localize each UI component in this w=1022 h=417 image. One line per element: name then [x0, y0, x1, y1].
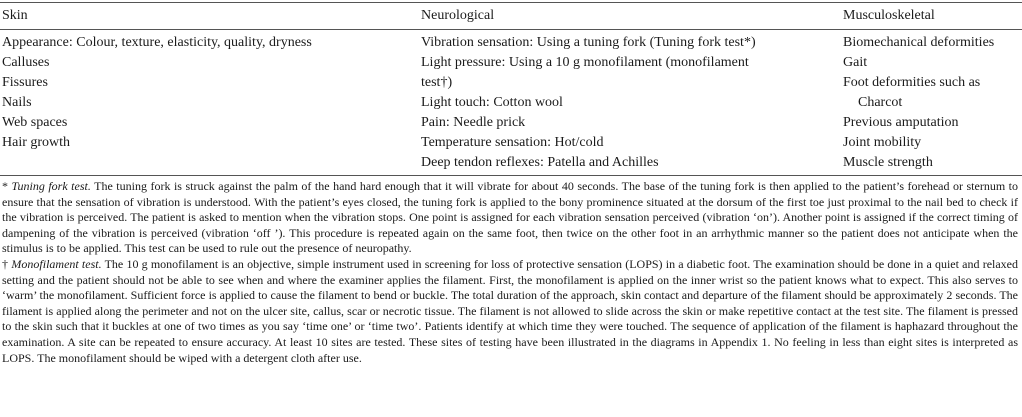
neuro-item-text: Pain: Needle prick	[421, 115, 526, 130]
neurological-list	[421, 33, 756, 173]
musculo-item-text: Muscle strength	[843, 155, 933, 170]
header-neurological: Neurological	[421, 8, 495, 23]
neuro-item	[421, 153, 756, 173]
musculoskeletal-list	[843, 33, 994, 173]
header-rule	[0, 29, 1022, 30]
header-skin: Skin	[2, 8, 28, 23]
musculo-item-text: Joint mobility	[843, 135, 922, 150]
header-musculoskeletal: Musculoskeletal	[843, 8, 935, 23]
neuro-item	[421, 113, 756, 133]
skin-item: Hair growth	[2, 135, 71, 150]
musculo-item	[843, 113, 994, 133]
footnote-marker: *	[2, 179, 12, 193]
neuro-item-text: Temperature sensation: Hot/cold	[421, 135, 604, 150]
skin-item: Appearance: Colour, texture, elasticity, quality, dryness	[2, 35, 312, 50]
footnote-title: Tuning fork test.	[11, 179, 91, 193]
skin-item: Web spaces	[2, 115, 68, 130]
musculo-item-text: Biomechanical deformities	[843, 35, 995, 50]
neuro-item	[421, 133, 756, 153]
footnote-tuning-fork	[2, 179, 1018, 257]
footnote-body: The 10 g monofilament is an objective, simple instrument used in screening for loss of protective sensation (LOPS) in a diabetic foot. The examination should be done in a quiet and relaxed setting and the patient should not be able to see when and where the examiner applies the filament. First, the monofilament is applied on the inner wrist so the patient knows what to expect. This also serves to ‘warm’ the monofilament. Sufficient force is applied to cause the filament to bend or buckle. The total duration of the approach, skin contact and departure of the filament should be approximately 2 seconds. The filament is applied along the perimeter and not on the ulcer site, callus, scar or necrotic tissue. The filament is not allowed to slide across the skin or make repetitive contact at the test site. The filament is pressed to the skin such that it buckles at one of two times as you say ‘time one’ or ‘time two’. Patients identify at which time they were touched. The sequence of application of the filament is haphazard throughout the examination. A site can be repeated to ensure accuracy. At least 10 sites are tested. These sites of testing have been illustrated in the diagrams in Appendix 1. No feeling in less than eight sites is interpreted as LOPS. The monofilament should be wiped with a detergent cloth after use.	[2, 256, 1019, 365]
skin-list	[2, 33, 312, 153]
musculo-item	[843, 153, 994, 173]
musculo-item	[843, 133, 994, 153]
musculo-item-continuation: Charcot	[858, 95, 903, 110]
musculo-item	[843, 73, 994, 113]
footnote-marker: †	[2, 256, 12, 271]
neuro-item	[421, 53, 756, 93]
musculo-item-text: Foot deformities such as	[843, 75, 981, 90]
musculo-item-text: Previous amputation	[843, 115, 959, 130]
table-footnotes	[2, 179, 1018, 366]
neuro-item-text: Light pressure: Using a 10 g monofilament (monofilament	[421, 55, 749, 70]
neuro-item	[421, 93, 756, 113]
footnote-body: The tuning fork is struck against the palm of the hand hard enough that it will vibrate for about 40 seconds. The base of the tuning fork is then applied to the patient’s forehead or sternum to ensure that the sensation of vibration is understood. With the patient’s eyes closed, the tuning fork is applied to the bony prominence situated at the dorsum of the first toe just proximal to the nail bed to check if the vibration is perceived. The patient is asked to mention when the vibration stops. One point is assigned for each vibration sensation perceived (vibration ‘on’). Another point is assigned if the correct timing of dampening of the vibration is perceived (vibration ‘off ’). This procedure is repeated again on the same foot, then twice on the other foot in an arrhythmic manner so the patient does not anticipate when the stimulus is to be applied. This test can be used to rule out the presence of neuropathy.	[2, 179, 1019, 256]
table-top-rule	[0, 2, 1022, 3]
musculo-item	[843, 33, 994, 53]
footnote-title: Monofilament test.	[11, 256, 102, 271]
neuro-item	[421, 33, 756, 53]
neuro-item-text: Vibration sensation: Using a tuning fork (Tuning fork test*)	[421, 35, 756, 50]
skin-item: Fissures	[2, 75, 48, 90]
musculo-item	[843, 53, 994, 73]
footnote-monofilament	[2, 257, 1018, 366]
neuro-item-text: Deep tendon reflexes: Patella and Achilles	[421, 155, 659, 170]
skin-item: Nails	[2, 95, 32, 110]
table-bottom-rule	[0, 175, 1022, 176]
musculo-item-text: Gait	[843, 55, 868, 70]
skin-item: Calluses	[2, 55, 50, 70]
neuro-item-continuation: test†)	[421, 75, 453, 90]
neuro-item-text: Light touch: Cotton wool	[421, 95, 563, 110]
